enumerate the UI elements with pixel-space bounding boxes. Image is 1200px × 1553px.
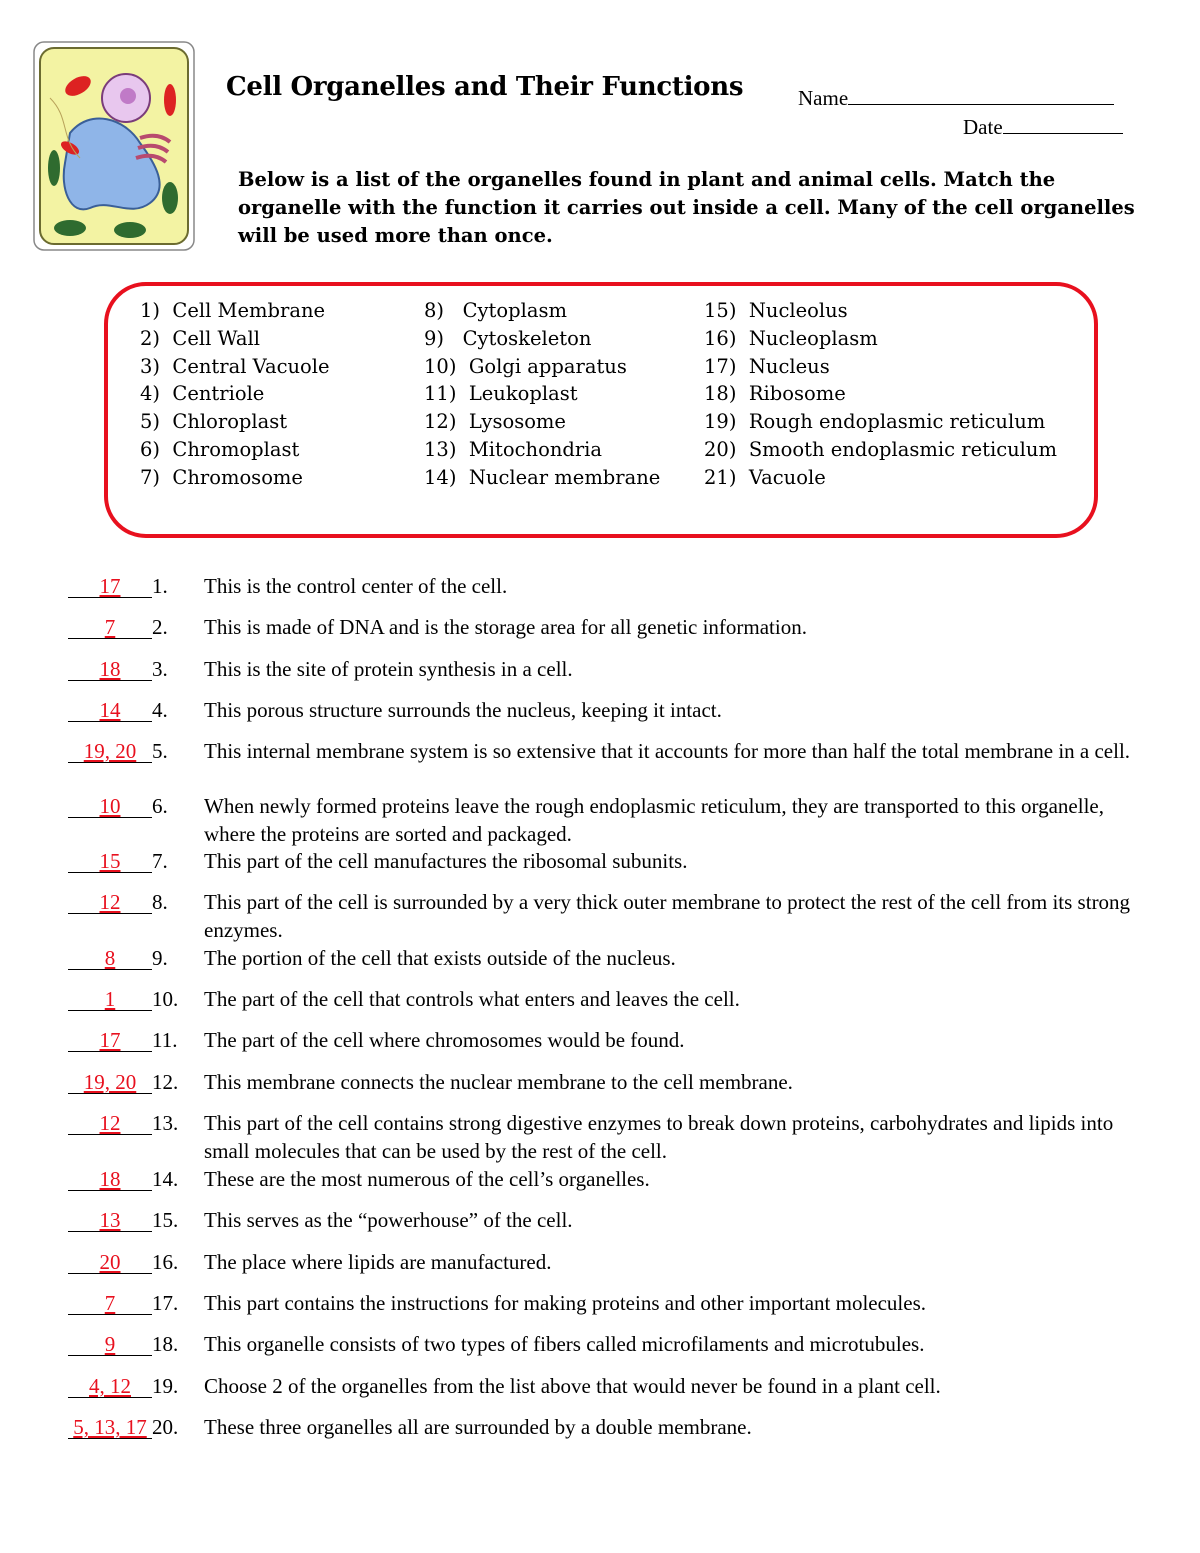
- organelle-item: 14) Nuclear membrane: [424, 465, 661, 489]
- question-text: This organelle consists of two types of fibers called microfilaments and microtubules.: [204, 1332, 925, 1356]
- organelle-item: 1) Cell Membrane: [140, 299, 326, 322]
- organelle-item: 19) Rough endoplasmic reticulum: [704, 410, 1046, 434]
- question-answer-cell: [68, 1248, 204, 1276]
- question-row: [68, 655, 1158, 683]
- question-text: The part of the cell that controls what enters and leaves the cell.: [204, 987, 740, 1011]
- organelle-item: 13) Mitochondria: [424, 437, 603, 461]
- question-number: 19.: [152, 1374, 179, 1398]
- question-answer-cell: [68, 1068, 204, 1096]
- question-number: 5.: [152, 739, 168, 763]
- answer-blank[interactable]: 4, 12: [68, 1375, 152, 1398]
- question-answer-cell: [68, 1026, 204, 1054]
- question-answer-cell: [68, 944, 204, 972]
- question-row: [68, 613, 1158, 641]
- answer-blank[interactable]: 15: [68, 850, 152, 873]
- question-answer-cell: [68, 888, 204, 944]
- question-row: [68, 985, 1158, 1013]
- organelle-item: 2) Cell Wall: [140, 326, 260, 350]
- question-row: [68, 1289, 1158, 1317]
- question-text: The portion of the cell that exists outside of the nucleus.: [204, 946, 676, 970]
- question-number: 6.: [152, 794, 168, 818]
- instructions: Below is a list of the organelles found in plant and animal cells. Match the organelle with the function it carries out inside a cell. Many of the cell organelles will be used more than once.: [238, 168, 1135, 247]
- question-row: [68, 1206, 1158, 1234]
- organelle-item: 15) Nucleolus: [704, 299, 848, 322]
- organelle-list-column-2: [424, 297, 660, 492]
- page-title: Cell Organelles and Their Functions: [226, 72, 744, 102]
- question-number: 18.: [152, 1332, 179, 1356]
- question-row: [68, 1109, 1158, 1165]
- question-text: This part of the cell contains strong digestive enzymes to break down proteins, carbohydrates and lipids into small molecules that can be used by the rest of the cell.: [204, 1111, 1114, 1163]
- question-number: 14.: [152, 1167, 179, 1191]
- answer-blank[interactable]: 18: [68, 1168, 152, 1191]
- question-number: 8.: [152, 890, 168, 914]
- question-row: [68, 572, 1158, 600]
- date-blank[interactable]: [1003, 113, 1123, 134]
- question-row: [68, 1413, 1158, 1441]
- question-answer-cell: [68, 572, 204, 600]
- organelle-item: 17) Nucleus: [704, 354, 830, 378]
- date-label: Date: [963, 115, 1003, 139]
- question-row: [68, 847, 1158, 875]
- answer-blank[interactable]: 13: [68, 1209, 152, 1232]
- answer-blank[interactable]: 1: [68, 988, 152, 1011]
- organelle-item: 11) Leukoplast: [424, 382, 578, 406]
- organelle-item: 16) Nucleoplasm: [704, 326, 878, 350]
- organelle-item: 5) Chloroplast: [140, 410, 288, 434]
- answer-blank[interactable]: 12: [68, 891, 152, 914]
- question-text: This serves as the “powerhouse” of the cell.: [204, 1208, 573, 1232]
- answer-blank[interactable]: 12: [68, 1112, 152, 1135]
- answer-blank[interactable]: 19, 20: [68, 1071, 152, 1094]
- question-answer-cell: [68, 696, 204, 724]
- question-row: [68, 1330, 1158, 1358]
- answer-blank[interactable]: 17: [68, 575, 152, 598]
- answer-blank[interactable]: 17: [68, 1029, 152, 1052]
- question-answer-cell: [68, 847, 204, 875]
- question-answer-cell: [68, 655, 204, 683]
- question-text: This is the control center of the cell.: [204, 574, 508, 598]
- question-text: The place where lipids are manufactured.: [204, 1250, 552, 1274]
- answer-blank[interactable]: 14: [68, 699, 152, 722]
- question-number: 1.: [152, 574, 168, 598]
- question-answer-cell: [68, 613, 204, 641]
- name-blank[interactable]: [848, 84, 1114, 105]
- question-text: This internal membrane system is so extensive that it accounts for more than half the total membrane in a cell.: [204, 739, 1131, 763]
- question-number: 13.: [152, 1111, 179, 1135]
- question-number: 7.: [152, 849, 168, 873]
- organelle-item: 7) Chromosome: [140, 465, 303, 489]
- question-row: [68, 696, 1158, 724]
- answer-blank[interactable]: 7: [68, 1292, 152, 1315]
- plant-cell-illustration: [30, 38, 198, 254]
- organelle-item: 21) Vacuole: [704, 465, 826, 489]
- question-text: This porous structure surrounds the nucleus, keeping it intact.: [204, 698, 722, 722]
- question-answer-cell: [68, 985, 204, 1013]
- question-row: [68, 1026, 1158, 1054]
- organelle-item: 18) Ribosome: [704, 382, 846, 406]
- organelle-list-column-1: [140, 297, 330, 492]
- question-text: These three organelles all are surrounded by a double membrane.: [204, 1415, 752, 1439]
- question-answer-cell: [68, 1372, 204, 1400]
- question-number: 16.: [152, 1250, 179, 1274]
- name-field[interactable]: [798, 84, 1114, 111]
- question-row: [68, 792, 1158, 848]
- organelle-item: 6) Chromoplast: [140, 437, 300, 461]
- question-text: When newly formed proteins leave the rough endoplasmic reticulum, they are transported to this organelle, where the proteins are sorted and packaged.: [204, 794, 1104, 846]
- question-answer-cell: [68, 737, 204, 765]
- question-text: Choose 2 of the organelles from the list above that would never be found in a plant cell.: [204, 1374, 941, 1398]
- question-answer-cell: [68, 1109, 204, 1165]
- organelle-item: 12) Lysosome: [424, 410, 566, 434]
- organelle-item: 8) Cytoplasm: [424, 299, 567, 322]
- question-answer-cell: [68, 792, 204, 848]
- date-field[interactable]: [963, 113, 1123, 140]
- question-text: These are the most numerous of the cell’s organelles.: [204, 1167, 650, 1191]
- question-number: 3.: [152, 657, 168, 681]
- question-text: This part of the cell manufactures the ribosomal subunits.: [204, 849, 688, 873]
- answer-blank[interactable]: 10: [68, 795, 152, 818]
- question-answer-cell: [68, 1289, 204, 1317]
- answer-blank[interactable]: 5, 13, 17: [68, 1416, 152, 1439]
- question-row: [68, 1068, 1158, 1096]
- question-answer-cell: [68, 1413, 204, 1441]
- question-number: 9.: [152, 946, 168, 970]
- question-row: [68, 737, 1158, 765]
- question-number: 2.: [152, 615, 168, 639]
- question-answer-cell: [68, 1330, 204, 1358]
- question-row: [68, 1165, 1158, 1193]
- organelle-item: 3) Central Vacuole: [140, 354, 330, 378]
- organelle-item: 4) Centriole: [140, 382, 265, 406]
- question-number: 10.: [152, 987, 179, 1011]
- question-row: [68, 1372, 1158, 1400]
- organelle-list-column-3: [704, 297, 1057, 492]
- answer-blank[interactable]: 18: [68, 658, 152, 681]
- answer-blank[interactable]: 19, 20: [68, 740, 152, 763]
- organelle-item: 10) Golgi apparatus: [424, 354, 627, 378]
- question-number: 17.: [152, 1291, 179, 1315]
- question-text: The part of the cell where chromosomes would be found.: [204, 1028, 685, 1052]
- question-text: This is made of DNA and is the storage area for all genetic information.: [204, 615, 807, 639]
- question-number: 12.: [152, 1070, 179, 1094]
- question-number: 4.: [152, 698, 168, 722]
- answer-blank[interactable]: 9: [68, 1333, 152, 1356]
- question-number: 15.: [152, 1208, 179, 1232]
- question-text: This membrane connects the nuclear membrane to the cell membrane.: [204, 1070, 793, 1094]
- question-text: This part contains the instructions for making proteins and other important molecules.: [204, 1291, 927, 1315]
- question-number: 11.: [152, 1028, 178, 1052]
- organelle-item: 20) Smooth endoplasmic reticulum: [704, 437, 1057, 461]
- question-row: [68, 888, 1158, 944]
- question-row: [68, 944, 1158, 972]
- name-label: Name: [798, 86, 849, 110]
- question-text: This is the site of protein synthesis in a cell.: [204, 657, 573, 681]
- answer-blank[interactable]: 20: [68, 1251, 152, 1274]
- organelle-item: 9) Cytoskeleton: [424, 326, 592, 350]
- question-row: [68, 1248, 1158, 1276]
- answer-blank[interactable]: 7: [68, 616, 152, 639]
- question-text: This part of the cell is surrounded by a very thick outer membrane to protect the rest of the cell from its strong enzymes.: [204, 890, 1131, 942]
- answer-blank[interactable]: 8: [68, 947, 152, 970]
- question-answer-cell: [68, 1206, 204, 1234]
- question-answer-cell: [68, 1165, 204, 1193]
- question-number: 20.: [152, 1415, 179, 1439]
